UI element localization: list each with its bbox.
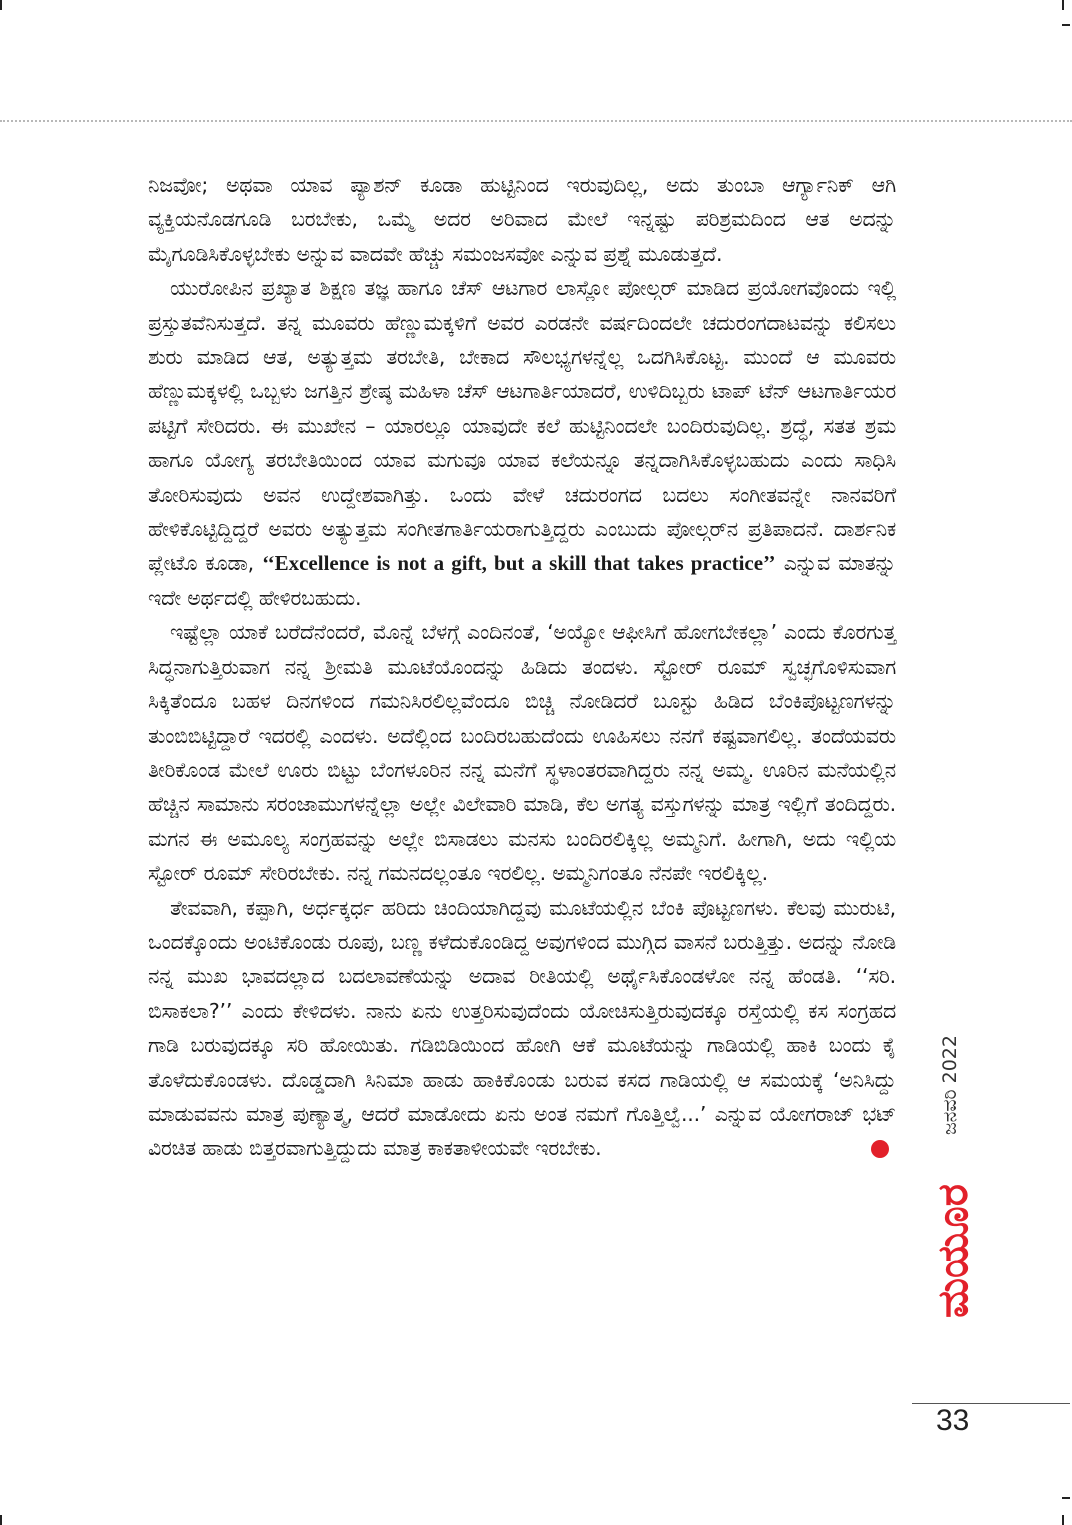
- crop-mark-bottom-left: [0, 1515, 2, 1525]
- page-number: 33: [936, 1404, 970, 1437]
- paragraph-4-text: ತೇವವಾಗಿ, ಕಪ್ಪಾಗಿ, ಅರ್ಧಕ್ಕರ್ಧ ಹರಿದು ಚಿಂದಿಯಾಗಿದ್ದವು ಮೂಟೆಯಲ್ಲಿನ ಬೆಂಕಿ ಪೊಟ್ಟಣಗಳು. ಕೆಲವು ಮುರುಟಿ, ಒಂದಕ್ಕೊಂದು ಅಂಟಿಕೊಂಡು ರೂಪು, ಬಣ್ಣ ಕಳೆದುಕೊಂಡಿದ್ದ ಅವುಗಳಿಂದ ಮುಗ್ಗಿದ ವಾಸನೆ ಬರುತ್ತಿತ್ತು. ಅದನ್ನು ನೋಡಿ ನನ್ನ ಮುಖ ಭಾವದಲ್ಲಾದ ಬದಲಾವಣೆಯನ್ನು ಅದಾವ ರೀತಿಯಲ್ಲಿ ಅರ್ಥೈಸಿಕೊಂಡಳೋ ನನ್ನ ಹೆಂಡತಿ. ‘‘ಸರಿ. ಬಿಸಾಕಲಾ?’’ ಎಂದು ಕೇಳಿದಳು. ನಾನು ಏನು ಉತ್ತರಿಸುವುದೆಂದು ಯೋಚಿಸುತ್ತಿರುವುದಕ್ಕೂ ರಸ್ತೆಯಲ್ಲಿ ಕಸ ಸಂಗ್ರಹದ ಗಾಡಿ ಬರುವುದಕ್ಕೂ ಸರಿ ಹೋಯಿತು. ಗಡಿಬಿಡಿಯಿಂದ ಹೋಗಿ ಆಕೆ ಮೂಟೆಯನ್ನು ಗಾಡಿಯಲ್ಲಿ ಹಾಕಿ ಬಂದು ಕೈ ತೊಳೆದುಕೊಂಡಳು. ದೊಡ್ಡದಾಗಿ ಸಿನಿಮಾ ಹಾಡು ಹಾಕಿಕೊಂಡು ಬರುವ ಕಸದ ಗಾಡಿಯಲ್ಲಿ ಆ ಸಮಯಕ್ಕೆ ‘ಅನಿಸಿದ್ದು ಮಾಡುವವನು ಮಾತ್ರ ಪುಣ್ಯಾತ್ಮ, ಆದರೆ ಮಾಡೋದು ಏನು ಅಂತ ನಮಗೆ ಗೊತ್ತಿಲ್ವೆ...’ ಎನ್ನುವ ಯೋಗರಾಜ್ ಭಟ್ ವಿರಚಿತ ಹಾಡು ಬಿತ್ತರವಾಗುತ್ತಿದ್ದುದು ಮಾತ್ರ ಕಾಕತಾಳೀಯವೇ ಇರಬೇಕು.: [148, 895, 896, 1161]
- crop-mark-top-left: [0, 0, 2, 10]
- crop-mark-right-top: [1062, 24, 1070, 26]
- paragraph-2-after: ಎನ್ನುವ ಮಾತನ್ನು ಇದೇ ಅರ್ಥದಲ್ಲಿ ಹೇಳಿರಬಹುದು.: [148, 551, 896, 610]
- red-dot-icon: [871, 1140, 889, 1158]
- magazine-sidebar: [922, 1035, 982, 1408]
- plato-quote: ‘‘Excellence is not a gift, but a skill that takes practice’’: [262, 551, 776, 576]
- article-paragraph-3: ಇಷ್ಟೆಲ್ಲಾ ಯಾಕೆ ಬರೆದೆನೆಂದರೆ, ಮೊನ್ನೆ ಬೆಳಗ್ಗೆ ಎಂದಿನಂತೆ, ‘ಅಯ್ಯೋ ಆಫೀಸಿಗೆ ಹೋಗಬೇಕಲ್ಲಾ’ ಎಂದು ಕೊರಗುತ್ತ ಸಿದ್ಧನಾಗುತ್ತಿರುವಾಗ ನನ್ನ ಶ್ರೀಮತಿ ಮೂಟೆಯೊಂದನ್ನು ಹಿಡಿದು ತಂದಳು. ಸ್ಟೋರ್ ರೂಮ್ ಸ್ವಚ್ಛಗೊಳಿಸುವಾಗ ಸಿಕ್ಕಿತೆಂದೂ ಬಹಳ ದಿನಗಳಿಂದ ಗಮನಿಸಿರಲಿಲ್ಲವೆಂದೂ ಬಿಚ್ಚಿ ನೋಡಿದರೆ ಬೂಸ್ಟು ಹಿಡಿದ ಬೆಂಕಿಪೊಟ್ಟಣಗಳನ್ನು ತುಂಬಿಬಿಟ್ಟಿದ್ದಾರೆ ಇದರಲ್ಲಿ ಎಂದಳು. ಅದೆಲ್ಲಿಂದ ಬಂದಿರಬಹುದೆಂದು ಊಹಿಸಲು ನನಗೆ ಕಷ್ಟವಾಗಲಿಲ್ಲ. ತಂದೆಯವರು ತೀರಿಕೊಂಡ ಮೇಲೆ ಊರು ಬಿಟ್ಟು ಬೆಂಗಳೂರಿನ ನನ್ನ ಮನೆಗೆ ಸ್ಥಳಾಂತರವಾಗಿದ್ದರು ನನ್ನ ಅಮ್ಮ. ಊರಿನ ಮನೆಯಲ್ಲಿನ ಹೆಚ್ಚಿನ ಸಾಮಾನು ಸರಂಜಾಮುಗಳನ್ನೆಲ್ಲಾ ಅಲ್ಲೇ ವಿಲೇವಾರಿ ಮಾಡಿ, ಕೆಲ ಅಗತ್ಯ ವಸ್ತುಗಳನ್ನು ಮಾತ್ರ ಇಲ್ಲಿಗೆ ತಂದಿದ್ದರು. ಮಗನ ಈ ಅಮೂಲ್ಯ ಸಂಗ್ರಹವನ್ನು ಅಲ್ಲೇ ಬಿಸಾಡಲು ಮನಸು ಬಂದಿರಲಿಕ್ಕಿಲ್ಲ ಅಮ್ಮನಿಗೆ. ಹೀಗಾಗಿ, ಅದು ಇಲ್ಲಿಯ ಸ್ಟೋರ್ ರೂಮ್ ಸೇರಿರಬೇಕು. ನನ್ನ ಗಮನದಲ್ಲಂತೂ ಇರಲಿಲ್ಲ. ಅಮ್ಮನಿಗಂತೂ ನೆನಪೇ ಇರಲಿಕ್ಕಿಲ್ಲ.: [148, 620, 896, 886]
- magazine-name: ಮಯೂರ: [928, 1184, 977, 1318]
- paragraph-2-text: ಯುರೋಪಿನ ಪ್ರಖ್ಯಾತ ಶಿಕ್ಷಣ ತಜ್ಞ ಹಾಗೂ ಚೆಸ್ ಆಟಗಾರ ಲಾಸ್ಲೋ ಪೋಲ್ಗರ್ ಮಾಡಿದ ಪ್ರಯೋಗವೊಂದು ಇಲ್ಲಿ ಪ್ರಸ್ತುತವೆನಿಸುತ್ತದೆ. ತನ್ನ ಮೂವರು ಹೆಣ್ಣುಮಕ್ಕಳಿಗೆ ಅವರ ಎರಡನೇ ವರ್ಷದಿಂದಲೇ ಚದುರಂಗದಾಟವನ್ನು ಕಲಿಸಲು ಶುರು ಮಾಡಿದ ಆತ, ಅತ್ಯುತ್ತಮ ತರಬೇತಿ, ಬೇಕಾದ ಸೌಲಭ್ಯಗಳನ್ನೆಲ್ಲ ಒದಗಿಸಿಕೊಟ್ಟ. ಮುಂದೆ ಆ ಮೂವರು ಹೆಣ್ಣುಮಕ್ಕಳಲ್ಲಿ ಒಬ್ಬಳು ಜಗತ್ತಿನ ಶ್ರೇಷ್ಠ ಮಹಿಳಾ ಚೆಸ್ ಆಟಗಾರ್ತಿಯಾದರೆ, ಉಳಿದಿಬ್ಬರು ಟಾಪ್ ಟೆನ್ ಆಟಗಾರ್ತಿಯರ ಪಟ್ಟಿಗೆ ಸೇರಿದರು. ಈ ಮುಖೇನ – ಯಾರಲ್ಲೂ ಯಾವುದೇ ಕಲೆ ಹುಟ್ಟಿನಿಂದಲೇ ಬಂದಿರುವುದಿಲ್ಲ. ಶ್ರದ್ಧೆ, ಸತತ ಶ್ರಮ ಹಾಗೂ ಯೋಗ್ಯ ತರಬೇತಿಯಿಂದ ಯಾವ ಮಗುವೂ ಯಾವ ಕಲೆಯನ್ನೂ ತನ್ನದಾಗಿಸಿಕೊಳ್ಳಬಹುದು ಎಂದು ಸಾಧಿಸಿ ತೋರಿಸುವುದು ಅವನ ಉದ್ದೇಶವಾಗಿತ್ತು. ಒಂದು ವೇಳೆ ಚದುರಂಗದ ಬದಲು ಸಂಗೀತವನ್ನೇ ನಾನವರಿಗೆ ಹೇಳಿಕೊಟ್ಟಿದ್ದಿದ್ದರೆ ಅವರು ಅತ್ಯುತ್ತಮ ಸಂಗೀತಗಾರ್ತಿಯರಾಗುತ್ತಿದ್ದರು ಎಂಬುದು ಪೋಲ್ಗರ್‌ನ ಪ್ರತಿಪಾದನೆ. ದಾರ್ಶನಿಕ ಪ್ಲೇಟೊ ಕೂಡಾ,: [148, 276, 896, 576]
- article-paragraph-4: [148, 891, 896, 1166]
- issue-date: ಜನವರಿ 2022: [939, 1035, 961, 1135]
- article-body: [148, 168, 896, 1166]
- article-paragraph-1: ನಿಜವೋ; ಅಥವಾ ಯಾವ ಪ್ಯಾಶನ್ ಕೂಡಾ ಹುಟ್ಟಿನಿಂದ ಇರುವುದಿಲ್ಲ, ಅದು ತುಂಬಾ ಆರ್ಗ್ಯಾನಿಕ್ ಆಗಿ ವ್ಯಕ್ತಿಯನೊಡಗೂಡಿ ಬರಬೇಕು, ಒಮ್ಮೆ ಅದರ ಅರಿವಾದ ಮೇಲೆ ಇನ್ನಷ್ಟು ಪರಿಶ್ರಮದಿಂದ ಆತ ಅದನ್ನು ಮೈಗೂಡಿಸಿಕೊಳ್ಳಬೇಕು ಅನ್ನುವ ವಾದವೇ ಹೆಚ್ಚು ಸಮಂಜಸವೋ ಎನ್ನುವ ಪ್ರಶ್ನೆ ಮೂಡುತ್ತದೆ.: [148, 173, 896, 266]
- header-dotted-rule: [0, 120, 1072, 122]
- crop-mark-top-right: [1062, 0, 1064, 10]
- crop-mark-right-bottom: [1062, 1497, 1070, 1499]
- article-paragraph-2: [148, 271, 896, 615]
- crop-mark-bottom-right: [1062, 1515, 1064, 1525]
